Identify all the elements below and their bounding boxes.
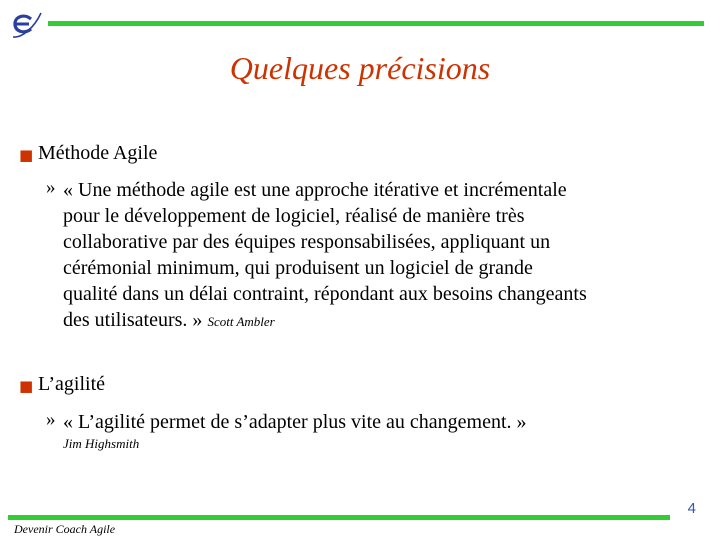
quote-line: collaborative par des équipes responsabilisées, appliquant un: [63, 231, 551, 253]
footer-rule: [8, 515, 670, 520]
quote-line: qualité dans un délai contraint, répondant aux besoins changeants: [63, 283, 587, 305]
quote-line: pour le développement de logiciel, réalisé de manière très: [63, 205, 525, 227]
quote-block: [63, 177, 587, 335]
square-bullet-icon: ■: [19, 377, 34, 395]
footer-label: Devenir Coach Agile: [14, 522, 116, 536]
sub-bullet-marker: »: [46, 409, 56, 430]
quote-block: [63, 409, 527, 435]
quote-line: « Une méthode agile est une approche itérative et incrémentale: [63, 179, 567, 201]
quote-author: Scott Ambler: [207, 314, 275, 329]
page-number: 4: [687, 500, 696, 517]
slide-title: Quelques précisions: [229, 50, 491, 86]
quote-author: Jim Highsmith: [63, 436, 140, 451]
section-heading: Méthode Agile: [38, 142, 158, 164]
quote-line: « L’agilité permet de s’adapter plus vite au changement. »: [63, 411, 527, 433]
quote-line: cérémonial minimum, qui produisent un logiciel de grande: [63, 257, 533, 279]
e-swoosh-logo-icon: [10, 8, 44, 42]
sub-bullet-marker: »: [46, 177, 56, 198]
section-heading: L’agilité: [38, 373, 106, 395]
header-rule: [48, 21, 704, 26]
quote-line: [63, 307, 587, 335]
quote-line-text: des utilisateurs. »: [63, 309, 203, 331]
square-bullet-icon: ■: [19, 146, 34, 164]
